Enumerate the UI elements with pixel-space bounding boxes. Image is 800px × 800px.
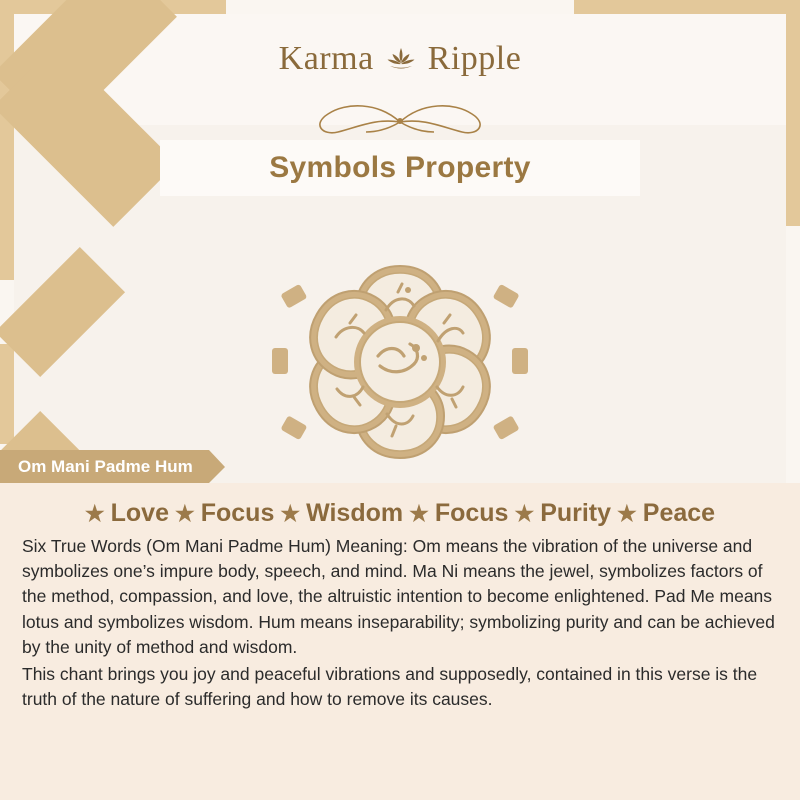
status-badge: Om Mani Padme Hum — [0, 450, 209, 483]
keyword-wisdom: Wisdom — [306, 499, 404, 527]
keyword-peace: Peace — [642, 499, 716, 527]
star-icon: ★ — [280, 500, 301, 526]
keyword-purity: Purity — [540, 499, 612, 527]
body-paragraph-2: This chant brings you joy and peaceful vibrations and supposedly, contained in this verse is the truth of the nature of suffering and how to remove its causes. — [22, 663, 758, 710]
brand-row — [279, 40, 522, 78]
corner-frame-top-right-horizontal — [574, 0, 800, 14]
description-section — [0, 483, 800, 800]
keyword-focus-1: Focus — [200, 499, 275, 527]
keyword-focus-2: Focus — [434, 499, 509, 527]
star-icon: ★ — [84, 500, 105, 526]
brand-name-left: Karma — [278, 40, 374, 77]
star-icon: ★ — [514, 500, 535, 526]
keyword-love: Love — [110, 499, 169, 527]
star-icon: ★ — [409, 500, 429, 526]
corner-frame-middle-right — [0, 344, 14, 444]
brand-logo — [0, 40, 800, 78]
star-icon: ★ — [617, 500, 637, 526]
body-text — [0, 528, 800, 712]
tibetan-mantra-mandala — [250, 212, 550, 497]
lotus-icon — [384, 46, 418, 72]
page-title: Symbols Property — [269, 151, 531, 184]
title-bar — [160, 140, 640, 196]
body-paragraph-1: Six True Words (Om Mani Padme Hum) Meaning: Om means the vibration of the universe and symbolizes one’s impure body, speech, and mind. Ma Ni means the jewel, symbolizes factors of the method, compassion, and love, the altruistic intention to become enlightened. Pad Me means lotus and symbolizes wisdom. Hum means inseparability; symbolizing purity and can be achieved by the unity of method and wisdom. — [22, 536, 775, 657]
star-icon: ★ — [175, 500, 195, 526]
brand-name-right: Ripple — [427, 40, 522, 77]
corner-frame-top-right-vertical — [786, 0, 800, 226]
